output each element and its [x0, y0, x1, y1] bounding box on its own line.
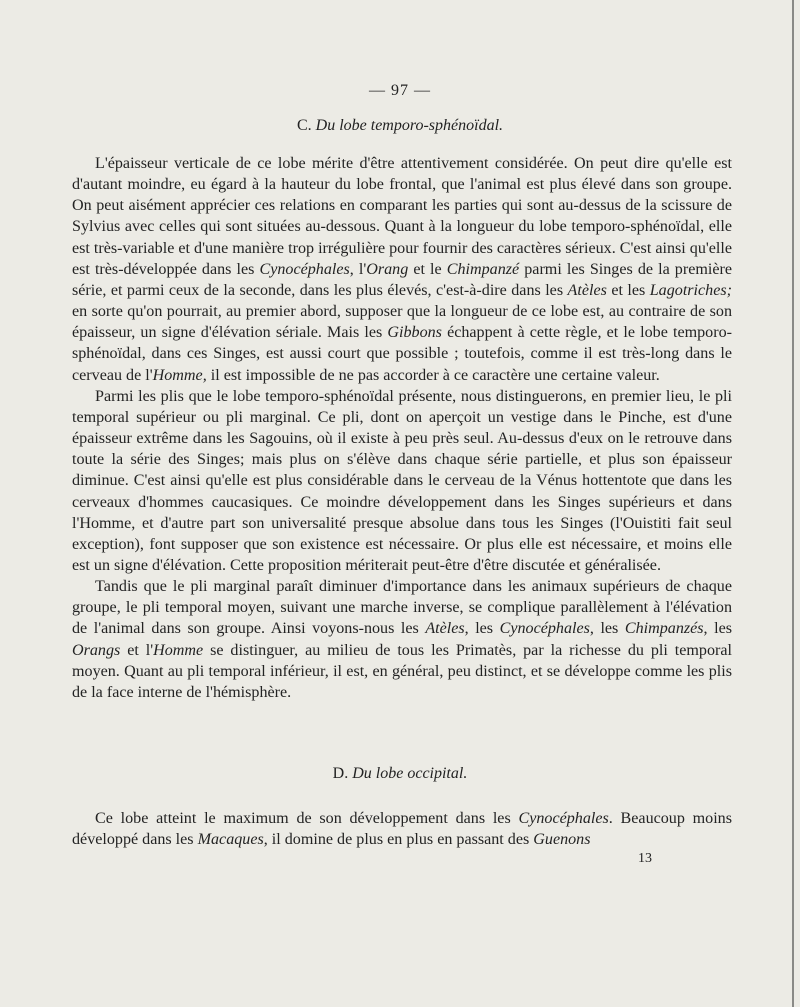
text-run: , l' — [349, 260, 367, 278]
italic-term: Cynocéphales — [499, 620, 590, 638]
text-run: L'épaisseur verticale de ce lobe mérite d'être attentivement considérée. On peut dire qu'elle est d'autant moindre, eu égard à la hauteur du lobe frontal, que l'animal est plus élevé dans son groupe. On peut aisément apprécier ces relations en comparant les parties qui sont au-dessus de la scissure de Sylvius avec celles qui sont situées au-dessous. Quant à la longueur du lobe temporo-sphénoïdal, elle est très-variable et d'une manière trop irrégulière pour fournir des caractères sérieux. C'est ainsi qu'elle est très-développée dans les — [72, 155, 732, 278]
text-run: et le — [408, 260, 447, 278]
text-run: Ce lobe atteint le maximum de son développement dans les — [95, 810, 519, 827]
text-run: parmi les Singes de la première série, et parmi ceux de la seconde, dans les plus élevés, c'est-à-dire dans les — [72, 260, 732, 299]
italic-term: Orang — [366, 260, 409, 278]
italic-term: Gibbons — [387, 324, 442, 342]
text-run: , les — [464, 620, 500, 638]
italic-term: Guenons — [533, 831, 591, 849]
italic-term: Homme, — [152, 366, 207, 384]
section-d-body — [72, 808, 732, 850]
section-c-body — [72, 153, 732, 703]
section-d-letter: D. — [332, 765, 349, 782]
italic-term: Atèles — [425, 620, 465, 638]
italic-term: Lagotriches; — [649, 281, 732, 299]
text-run: se distinguer, au milieu de tous les Primatès, par la richesse du pli temporal moyen. Quant au pli temporal inférieur, il est, en général, peu distinct, et se développe comme les plis de la face interne de l'hémisphère. — [72, 641, 732, 701]
paragraph — [72, 153, 732, 386]
signature-mark: 13 — [638, 851, 652, 866]
italic-term: Homme — [153, 641, 204, 659]
page-edge-shadow — [792, 0, 794, 1007]
section-c-heading — [0, 117, 800, 135]
text-run: , il domine de plus en plus en passant des — [263, 831, 534, 849]
paragraph — [72, 386, 732, 576]
text-run: , les — [589, 620, 625, 638]
text-run: et les — [606, 281, 650, 299]
italic-term: Cynocéphales — [518, 810, 609, 827]
italic-term: Cynocéphales — [259, 260, 350, 278]
section-c-title: Du lobe temporo-sphénoïdal. — [315, 117, 504, 134]
italic-term: Orangs — [72, 641, 121, 659]
paragraph — [72, 808, 732, 850]
section-d-heading — [0, 765, 800, 783]
text-run: Parmi les plis que le lobe temporo-sphénoïdal présente, nous distinguerons, en premier lieu, le pli temporal supérieur ou pli marginal. Ce pli, dont on aperçoit un vestige dans le Pinche, est d'une épaisseur extrême dans les Sagouins, où il existe à peu près seul. Au-dessus d'eux on le retrouve dans toute la série des Singes; mais plus on s'élève dans chaque série partielle, et plus son épaisseur diminue. C'est ainsi qu'elle est plus considérable dans le cerveau de la Vénus hottentote que dans les cerveaux d'hommes caucasiques. Ce moindre développement dans les Singes supérieurs et dans l'Homme, et d'autre part son universalité presque absolue dans tous les Singes (l'Ouistiti fait seul exception), font supposer que son existence est nécessaire. Or plus elle est nécessaire, et moins elle est un signe d'élévation. Cette proposition mériterait peut-être d'être discutée et généralisée. — [72, 387, 732, 574]
page-number: — 97 — — [369, 82, 431, 99]
italic-term: Chimpanzés — [624, 620, 704, 638]
paragraph — [72, 576, 732, 703]
section-d-title: Du lobe occipital. — [352, 765, 468, 782]
italic-term: Atèles — [567, 281, 607, 299]
italic-term: Chimpanzé — [446, 260, 520, 278]
text-run: et l' — [120, 641, 154, 659]
text-run: il est impossible de ne pas accorder à ce caractère une certaine valeur. — [206, 366, 660, 384]
section-c-letter: C. — [296, 117, 312, 134]
text-run: . Beaucoup moins développé dans les — [72, 810, 732, 849]
text-run: échappent à cette règle, et le lobe temporo-sphénoïdal, dans ces Singes, est aussi court que possible ; toutefois, comme il est très-long dans le cerveau de l' — [72, 324, 732, 384]
text-run: en sorte qu'on pourrait, au premier abord, supposer que la longueur de ce lobe est, au contraire de son épaisseur, un signe d'élévation sériale. Mais les — [72, 303, 732, 342]
text-run: Tandis que le pli marginal paraît diminuer d'importance dans les animaux supérieurs de chaque groupe, le pli temporal moyen, suivant une marche inverse, se complique parallèlement à l'élévation de l'animal dans son groupe. Ainsi voyons-nous les — [72, 578, 732, 638]
text-run: , les — [703, 620, 732, 638]
italic-term: Macaques — [197, 831, 264, 849]
